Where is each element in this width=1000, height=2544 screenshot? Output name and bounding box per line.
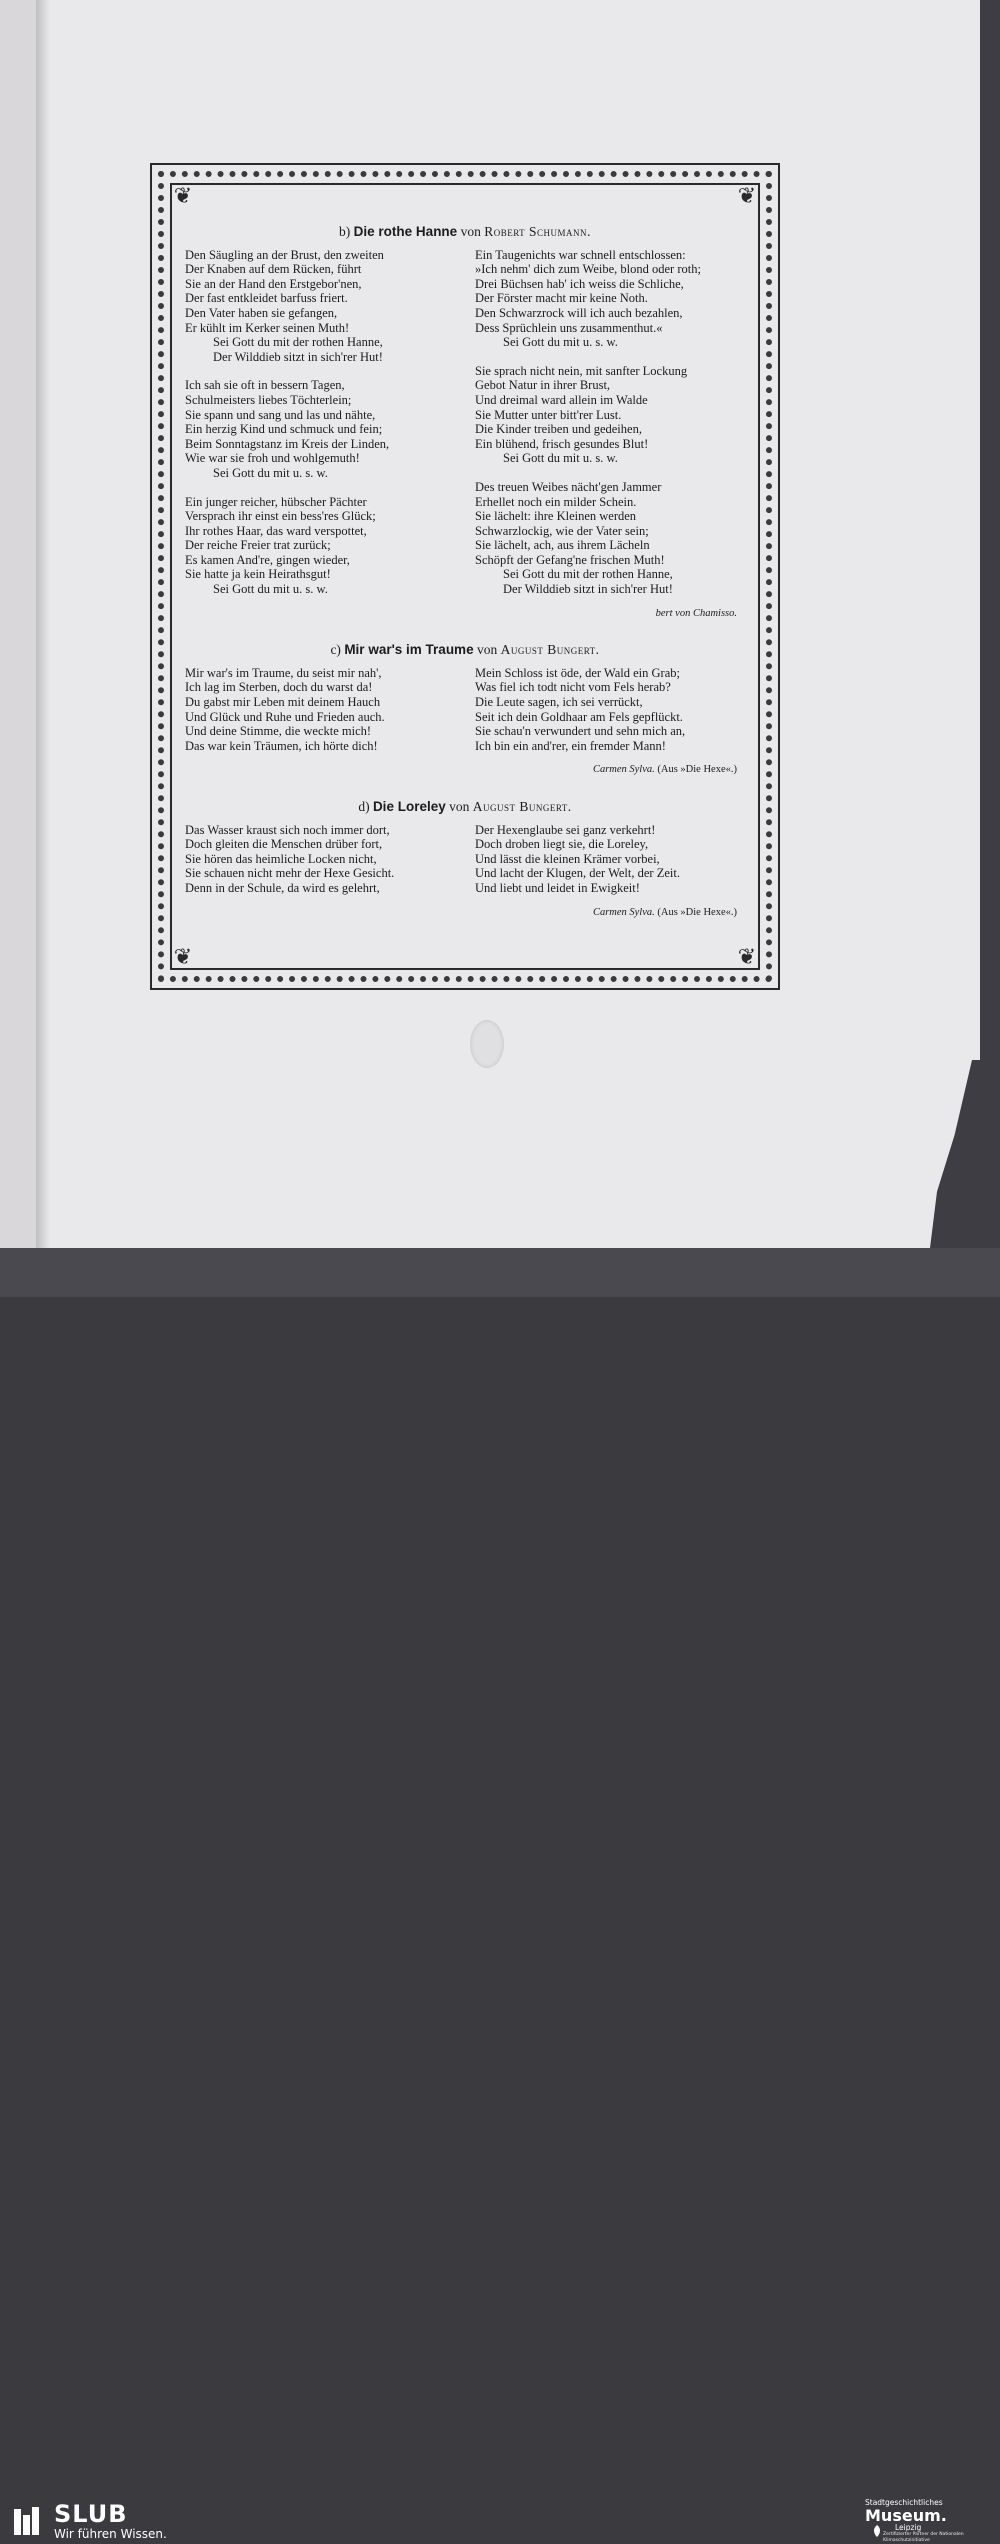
slub-logo-icon [12,2505,42,2537]
verse-line: Der Knaben auf dem Rücken, führt [185,262,362,277]
verse-line: Er kühlt im Kerker seinen Muth! [185,320,350,335]
stanza [185,248,455,365]
heading-composer: Robert Schumann. [484,224,591,239]
stanza [185,666,455,754]
viewer-footer [0,1248,1000,2543]
verse-line: Sie schau'n verwundert und sehn mich an, [475,724,686,739]
verse-line: Und deine Stimme, die weckte mich! [185,724,372,739]
poem-section [185,800,745,920]
verse-line: Sie lächelt: ihre Kleinen werden [475,509,637,524]
verse-line: Ich bin ein and'rer, ein fremder Mann! [475,738,666,753]
verse-line: Ich sah sie oft in bessern Tagen, [185,378,345,393]
poem-heading [185,800,745,815]
poet-name: bert von Chamisso. [655,607,737,619]
poems-content [185,225,745,942]
verse-line: Und lässt die kleinen Krämer vorbei, [475,851,660,866]
verse-line: Sei Gott du mit u. s. w. [503,335,618,350]
verse-line: Ein blühend, frisch gesundes Blut! [475,436,649,451]
stanza [475,248,745,350]
museum-note: Zertifizierter Partner der Nationalen Klimaschutzinitiative [883,2532,964,2543]
verse-line: Und liebt und leidet in Ewigkeit! [475,880,640,895]
verse-line: Das Wasser kraust sich noch immer dort, [185,822,390,837]
verse-line: Und Glück und Ruhe und Frieden auch. [185,709,385,724]
verse-line: Du gabst mir Leben mit deinem Hauch [185,695,381,710]
stanza [185,495,455,597]
verse-line: Der reiche Freier trat zurück; [185,538,331,553]
poem-column-left [185,823,455,910]
poem-column-left [185,248,455,611]
stanza [475,823,745,896]
verse-line: Sei Gott du mit der rothen Hanne, [213,335,383,350]
verse-line: Der Hexenglaube sei ganz verkehrt! [475,822,656,837]
verse-line: Der Förster macht mir keine Noth. [475,291,648,306]
verse-line: Der Wilddieb sitzt in sich'rer Hut! [503,582,673,597]
museum-name: Museum. [865,2506,947,2525]
scan-area [0,0,1000,1248]
poem-column-right [475,248,745,611]
verse-line: Es kamen And're, gingen wieder, [185,552,350,567]
heading-by: von [476,642,498,658]
verse-line: Sie schauen nicht mehr der Hexe Gesicht. [185,866,395,881]
stanza [185,823,455,896]
slub-brand[interactable]: SLUB [54,2500,128,2528]
verse-line: Sie lächelt, ach, aus ihrem Lächeln [475,538,650,553]
stanza [475,364,745,466]
verse-line: Wie war sie froh und wohlgemuth! [185,451,360,466]
museum-logo[interactable] [865,2498,995,2544]
verse-line: Ich lag im Sterben, doch du warst da! [185,680,373,695]
verse-line: Denn in der Schule, da wird es gelehrt, [185,880,380,895]
verse-line: Sie an der Hand den Erstgebor'nen, [185,276,362,291]
verse-line: Sie spann und sang und las und nähte, [185,407,376,422]
corner-ornament-icon: ❦ [737,183,757,208]
heading-by: von [449,799,470,814]
verse-line: Die Kinder treiben und gedeihen, [475,422,642,437]
verse-line: Und dreimal ward allein im Walde [475,392,648,407]
verse-line: Sie sprach nicht nein, mit sanfter Lockung [475,363,688,378]
museum-city: Leipzig [895,2523,922,2532]
verse-line: Sei Gott du mit der rothen Hanne, [503,567,673,582]
verse-line: Ein junger reicher, hübscher Pächter [185,494,367,509]
poem-section [185,643,745,778]
heading-title: Mir war's im Traume [344,642,474,658]
verse-line: Der fast entkleidet barfuss friert. [185,291,348,306]
heading-composer: August Bungert. [472,799,572,814]
blind-stamp [470,1020,504,1068]
poem-section [185,225,745,621]
stanza [475,666,745,754]
poet-name: Carmen Sylva. [592,764,655,776]
stanza [475,480,745,597]
heading-title: Die Loreley [372,799,446,814]
verse-line: Ihr rothes Haar, das ward verspottet, [185,523,367,538]
verse-line: Schulmeisters liebes Töchterlein; [185,392,352,407]
verse-line: Beim Sonntagstanz im Kreis der Linden, [185,436,390,451]
verse-line: Und lacht der Klugen, der Welt, der Zeit. [475,866,680,881]
stanza [185,378,455,480]
corner-ornament-icon: ❦ [737,944,757,969]
verse-line: Ein herzig Kind und schmuck und fein; [185,422,383,437]
verse-line: Gebot Natur in ihrer Brust, [475,378,611,393]
verse-line: Sie Mutter unter bitt'rer Lust. [475,407,622,422]
poem-source: (Aus »Die Hexe«.) [657,906,737,918]
poem-source: (Aus »Die Hexe«.) [657,764,737,776]
verse-line: Der Wilddieb sitzt in sich'rer Hut! [213,349,383,364]
verse-line: Des treuen Weibes nächt'gen Jammer [475,479,662,494]
heading-letter: c) [330,642,341,658]
verse-line: Schwarzlockig, wie der Vater sein; [475,523,649,538]
verse-line: Sie hören das heimliche Locken nicht, [185,851,377,866]
verse-line: Was fiel ich todt nicht vom Fels herab? [475,680,671,695]
verse-line: Drei Büchsen hab' ich weiss die Schliche, [475,276,684,291]
verse-line: Schöpft der Gefang'ne frischen Muth! [475,552,665,567]
gutter-shadow [36,0,50,1248]
verse-line: Versprach ihr einst ein bess'res Glück; [185,509,376,524]
verse-line: Den Vater haben sie gefangen, [185,305,338,320]
verse-line: Ein Taugenichts war schnell entschlossen: [475,247,686,262]
poem-column-left [185,666,455,768]
heading-letter: b) [339,224,351,239]
poet-name: Carmen Sylva. [592,906,655,918]
verse-line: Sei Gott du mit u. s. w. [213,465,328,480]
poem-heading [185,643,745,658]
verse-line: Sei Gott du mit u. s. w. [213,582,328,597]
left-page-edge [0,0,38,1248]
heading-by: von [460,224,481,239]
heading-title: Die rothe Hanne [353,224,458,239]
corner-ornament-icon: ❦ [173,944,193,969]
verse-line: »Ich nehm' dich zum Weibe, blond oder roth; [475,262,701,277]
heading-composer: August Bungert. [500,642,600,658]
verse-line: Sie hatte ja kein Heirathsgut! [185,567,331,582]
poem-heading [185,225,745,240]
verse-line: Doch droben liegt sie, die Loreley, [475,837,649,852]
heading-letter: d) [358,799,370,814]
corner-ornament-icon: ❦ [173,183,193,208]
verse-line: Mein Schloss ist öde, der Wald ein Grab; [475,665,680,680]
verse-line: Doch gleiten die Menschen drüber fort, [185,837,383,852]
verse-line: Mir war's im Traume, du seist mir nah', [185,665,382,680]
poem-column-right [475,823,745,910]
verse-line: Erhellet noch ein milder Schein. [475,494,637,509]
verse-line: Seit ich dein Goldhaar am Fels gepflückt. [475,709,683,724]
verse-line: Das war kein Träumen, ich hörte dich! [185,738,378,753]
museum-pre-label: Stadtgeschichtliches [865,2498,943,2507]
slub-tagline: Wir führen Wissen. [54,2527,167,2541]
verse-line: Die Leute sagen, ich sei verrückt, [475,695,643,710]
verse-line: Den Säugling an der Brust, den zweiten [185,247,384,262]
verse-line: Dess Sprüchlein uns zusammenthut.« [475,320,663,335]
poem-column-right [475,666,745,768]
verse-line: Sei Gott du mit u. s. w. [503,451,618,466]
verse-line: Den Schwarzrock will ich auch bezahlen, [475,305,683,320]
